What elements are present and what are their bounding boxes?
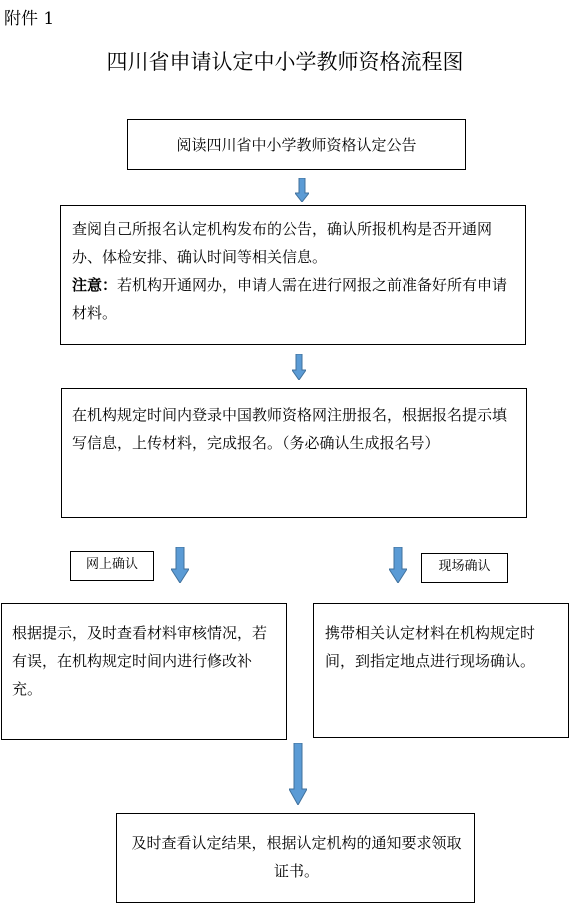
step-1-box bbox=[127, 119, 466, 170]
step-2-box bbox=[60, 205, 526, 345]
online-confirm-text: 根据提示，及时查看材料审核情况，若有误，在机构规定时间内进行修改补充。 bbox=[12, 624, 268, 698]
onsite-confirm-text: 携带相关认定材料在机构规定时间，到指定地点进行现场确认。 bbox=[325, 624, 536, 670]
down-arrow-icon bbox=[295, 178, 309, 202]
online-confirm-label: 网上确认 bbox=[70, 551, 154, 581]
down-arrow-icon bbox=[389, 547, 407, 583]
note-text: 若机构开通网办，申请人需在进行网报之前准备好所有申请材料。 bbox=[72, 276, 508, 322]
down-arrow-icon bbox=[289, 743, 307, 805]
down-arrow-icon bbox=[171, 547, 189, 583]
step-2-text: 查阅自己所报名认定机构发布的公告，确认所报机构是否开通网办、体检安排、确认时间等相关信息。 bbox=[72, 220, 493, 266]
step-3-text: 在机构规定时间内登录中国教师资格网注册报名，根据报名提示填写信息，上传材料，完成报名。（务必确认生成报名号） bbox=[72, 406, 508, 452]
note-label: 注意： bbox=[72, 276, 118, 294]
step-1-text: 阅读四川省中小学教师资格认定公告 bbox=[176, 136, 417, 154]
final-step-box bbox=[116, 813, 475, 903]
page-title: 四川省申请认定中小学教师资格流程图 bbox=[106, 50, 464, 74]
down-arrow-icon bbox=[292, 354, 306, 380]
final-step-text: 及时查看认定结果，根据认定机构的通知要求领取证书。 bbox=[131, 834, 462, 880]
onsite-confirm-label: 现场确认 bbox=[421, 553, 508, 583]
step-2-content bbox=[72, 215, 517, 327]
onsite-confirm-box bbox=[313, 603, 569, 738]
step-3-box bbox=[61, 388, 527, 518]
online-confirm-box bbox=[1, 603, 287, 740]
attachment-label: 附件 1 bbox=[4, 9, 55, 29]
